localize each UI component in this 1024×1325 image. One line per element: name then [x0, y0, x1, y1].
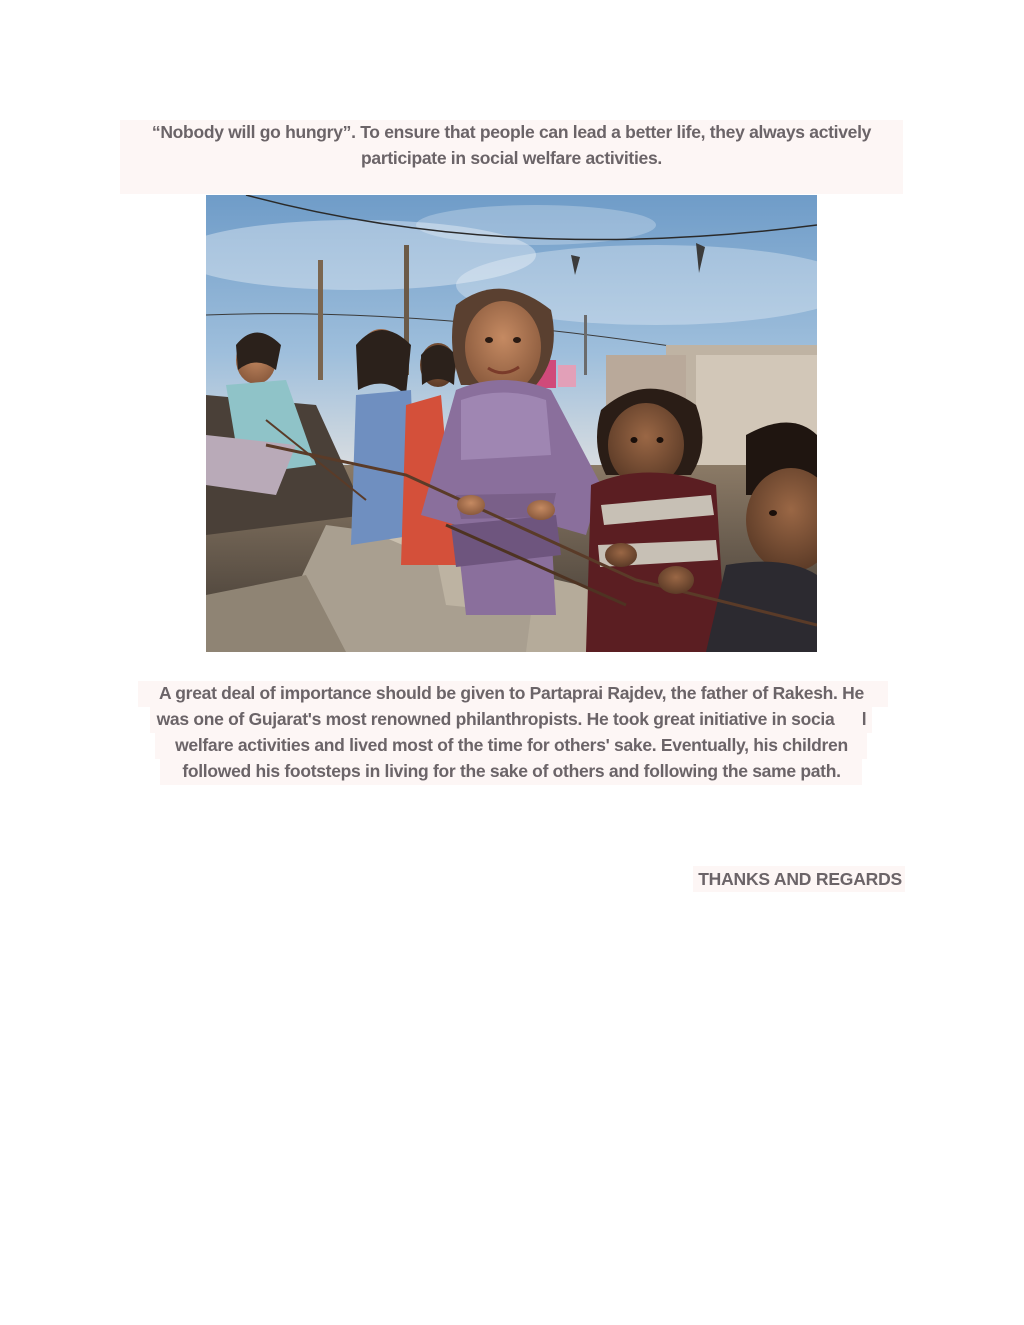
body-line: welfare activities and lived most of the time for others' sake. Eventually, his children — [175, 735, 848, 755]
body-line: was one of Gujarat's most renowned philanthropists. He took great initiative in socia l — [156, 709, 867, 729]
signoff-text: THANKS AND REGARDS — [698, 869, 902, 889]
body-line: followed his footsteps in living for the sake of others and following the same path. — [182, 761, 841, 781]
body-line: A great deal of importance should be given to Partaprai Rajdev, the father of Rakesh. He — [159, 683, 864, 703]
intro-line: “Nobody will go hungry”. To ensure that people can lead a better life, they always actively — [151, 122, 872, 142]
body-paragraph — [120, 680, 903, 784]
intro-line: participate in social welfare activities. — [361, 148, 662, 168]
children-photo — [206, 195, 817, 652]
intro-paragraph — [120, 119, 903, 171]
